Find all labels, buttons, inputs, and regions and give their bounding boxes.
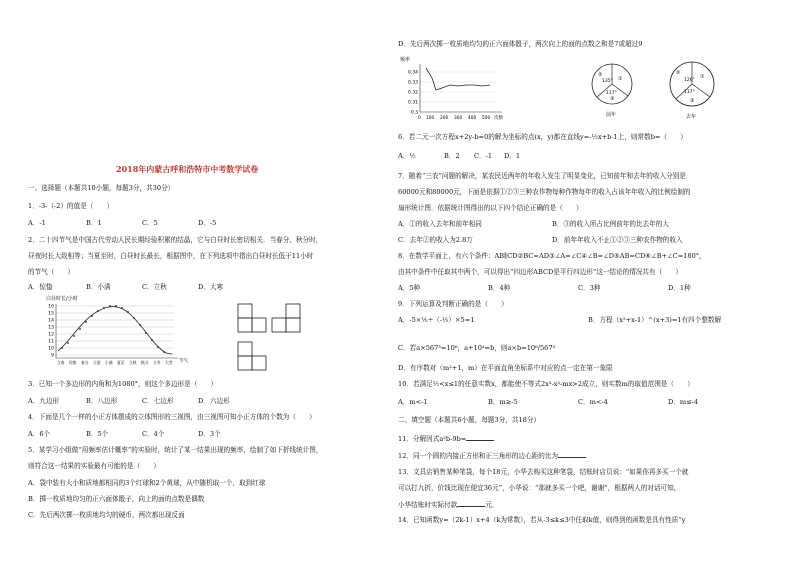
- option-b: B．八边形: [86, 397, 118, 405]
- question-13-line3: 小华结账时实际付款 元．: [398, 501, 499, 509]
- question-1-options: [28, 219, 216, 228]
- pie2-caption: 去年: [686, 114, 697, 120]
- svg-text:0.34: 0.34: [407, 70, 418, 76]
- svg-text:117°: 117°: [684, 90, 695, 95]
- svg-text:③: ③: [610, 96, 615, 102]
- question-4-options: [28, 430, 221, 439]
- daylight-y-ticks: [48, 304, 54, 359]
- svg-text:135°: 135°: [602, 79, 613, 84]
- frequency-x-label: 次数: [494, 116, 503, 121]
- question-8-line2: 由其中条件中任取其中两个，可以得出“四边形ABCD是平行四边形”这一结论的情况共有（ ）: [398, 268, 682, 276]
- question-8-options: [398, 284, 691, 293]
- answer-blank[interactable]: [558, 451, 586, 458]
- svg-text:立秋: 立秋: [129, 360, 137, 365]
- option-b: B．m≥-5: [488, 398, 518, 406]
- svg-text:10: 10: [48, 346, 54, 352]
- question-8-line1: 8．在数学平面上，有六个条件：AB∥CD②BC=AD③∠A=∠C④∠B=∠D⑤AB=CD⑥∠B+∠C=180°，: [398, 252, 706, 260]
- svg-text:②: ②: [598, 72, 603, 78]
- question-7-line1: 7．随着“三农”问题的解决，某农民近两年的年收入发生了明显变化，已知前年和去年的收入分别是: [398, 172, 686, 180]
- svg-text:小满: 小满: [105, 360, 113, 365]
- question-12: 12．同一个圆的内接正方形和正三角形的边心距的比为: [398, 451, 586, 461]
- option-c: C．5: [142, 219, 158, 227]
- svg-text:100: 100: [426, 116, 435, 121]
- option-a: A．5种: [398, 284, 421, 292]
- question-5-line2: 则符合这一结果的实验最有可能的是（ ）: [28, 462, 160, 470]
- daylight-grid: [56, 306, 174, 355]
- page-title: 2018年内蒙古呼和浩特市中考数学试卷: [116, 164, 259, 174]
- pie-charts: [588, 56, 738, 126]
- side-view: [272, 304, 300, 332]
- frequency-line: [426, 68, 490, 90]
- svg-text:12: 12: [48, 332, 54, 338]
- option-b: B．5个: [86, 430, 109, 438]
- frequency-y-ticks: [408, 70, 418, 116]
- question-10: 10．若满足½<x≤1的任意实数x，都能使不等式2x³-x²-mx>2成立，则实数m的取值范围是（ ）: [398, 380, 694, 388]
- option-d: D．-5: [198, 219, 217, 227]
- question-9-option-c: C．若a×567³=10⁶，a+10⁴=b，则a×b=10⁶/567³: [398, 344, 556, 352]
- option-d: D．1: [504, 152, 521, 160]
- question-7-option-d: D．前年年收入不止①②③三种农作物的收入: [552, 236, 683, 244]
- three-view-figure: [234, 300, 324, 376]
- svg-text:13: 13: [48, 325, 54, 331]
- question-9-option-a: A．-5×⅕÷（-⅕）×5=1: [398, 316, 475, 324]
- question-9-option-d: D．有序数对（m²+1，m）在平面直角坐标系中对应的点一定在第一象限: [398, 364, 613, 372]
- answer-blank[interactable]: [457, 500, 485, 507]
- question-5-option-d: D．先后两次掷一枚质地均匀的正六面体骰子，两次向上的面的点数之和是7或超过9: [398, 40, 643, 48]
- option-d: D．大寒: [198, 283, 224, 291]
- question-6: 6．若二元一次方程x+2y-b=0的解为坐标的点(x，y)都在直线y=-½x+b-1上，则常数b=（ ）: [398, 133, 687, 141]
- question-6-options: [398, 152, 520, 161]
- svg-text:14: 14: [48, 318, 54, 324]
- question-3: 3．已知一个多边形的内角和为1080°，则这个多边形是（ ）: [28, 380, 218, 388]
- svg-text:0.32: 0.32: [407, 90, 418, 96]
- question-11: 11．分解因式a²b-9b=: [398, 434, 494, 444]
- question-2-line2: 昼夜时长大致相等；当夏至时，白昼时长最长，根据图中，在下列选项中指出白昼时长低于11小时: [28, 252, 314, 260]
- svg-text:③: ③: [690, 98, 695, 104]
- option-c: C．4个: [142, 430, 165, 438]
- svg-text:惊蛰: 惊蛰: [69, 360, 77, 365]
- svg-text:春分: 春分: [81, 360, 89, 365]
- section-heading-fill: 二、填空题（本题共6小题，每题3分，共18分）: [398, 416, 541, 424]
- svg-text:0.31: 0.31: [407, 100, 418, 106]
- daylight-curve: [58, 307, 172, 354]
- option-a: A．½: [398, 152, 416, 160]
- top-view: [238, 342, 266, 370]
- svg-text:0.3: 0.3: [410, 110, 418, 116]
- question-7-option-b: B．③的收入所占比例前年的比去年的大: [552, 220, 669, 228]
- svg-text:400: 400: [468, 116, 477, 121]
- option-a: A．惊蛰: [28, 283, 53, 291]
- svg-text:①: ①: [618, 76, 623, 82]
- daylight-points: [61, 305, 165, 353]
- question-2-line3: 的节气（ ）: [28, 268, 75, 276]
- frequency-x-ticks: [418, 115, 490, 121]
- svg-text:夏至: 夏至: [117, 360, 125, 365]
- svg-text:16: 16: [48, 304, 54, 310]
- option-c: C．七边形: [142, 397, 174, 405]
- svg-text:①: ①: [700, 74, 705, 80]
- option-b: B．4种: [488, 284, 511, 292]
- pie-chart-previous-year: [592, 64, 632, 118]
- option-d: D．1种: [668, 284, 691, 292]
- svg-text:200: 200: [440, 116, 449, 121]
- option-d: D．m≤-4: [668, 398, 699, 406]
- question-5-option-c: C．先后两次掷一枚质地均匀的硬币，两次都出现反面: [28, 511, 185, 519]
- daylight-chart-ylabel: 白昼时长/小时: [46, 296, 78, 302]
- svg-text:立夏: 立夏: [93, 360, 101, 365]
- option-a: A．九边形: [28, 397, 60, 405]
- question-9: 9．下列运算及判断正确的是（ ）: [398, 300, 508, 308]
- svg-text:0: 0: [418, 116, 421, 121]
- question-5-option-a: A．袋中装有大小和质地都相同的3个红球和2个黄球，从中随机取一个，取到红球: [28, 479, 266, 487]
- option-c: C．-1: [474, 152, 493, 160]
- option-b: B．1: [86, 219, 102, 227]
- question-7-line3: 扇形统计图．依据统计图得出的以下四个结论正确的是（ ）: [398, 204, 583, 212]
- option-b: B．小满: [86, 283, 111, 291]
- section-heading-choice: 一、选择题（本题共10小题，每题3分，共30分）: [28, 184, 175, 192]
- option-b: B．2: [444, 152, 460, 160]
- option-c: C．3种: [578, 284, 601, 292]
- question-9-option-b: B．方程（x²+x-1）^(x+3)=1有四个整数解: [588, 316, 722, 324]
- option-c: C．立秋: [142, 283, 167, 291]
- frequency-grid: [420, 72, 498, 102]
- option-d: D．3个: [198, 430, 221, 438]
- option-a: A．-1: [28, 219, 46, 227]
- question-7-option-c: C．去年②的收入为2.8万: [398, 236, 473, 244]
- svg-text:300: 300: [454, 116, 463, 121]
- svg-text:0.33: 0.33: [407, 80, 418, 86]
- option-a: A．6个: [28, 430, 51, 438]
- daylight-chart: [42, 294, 192, 376]
- svg-text:9: 9: [51, 353, 54, 359]
- pie1-caption: 前年: [606, 112, 617, 118]
- option-a: A．m<-1: [398, 398, 428, 406]
- question-2-options: [28, 283, 223, 292]
- front-view: [238, 304, 266, 332]
- question-5-line1: 5．某学习小组做“用频率估计概率”的实验时，统计了某一结果出现的频率，绘制了如下折线统计图，: [28, 446, 323, 454]
- svg-text:500: 500: [482, 116, 491, 121]
- daylight-x-label: 节气: [179, 359, 188, 364]
- question-13-line1: 13．文具店销售某种笔袋，每个18元，小华去购买这种笔袋，结账时店员说：“如果你再多买一个就: [398, 468, 689, 476]
- pie-chart-last-year: [670, 62, 714, 120]
- question-7-option-a: A．①的收入去年和前年相同: [398, 220, 482, 228]
- svg-text:大雪: 大雪: [165, 360, 173, 365]
- svg-text:126°: 126°: [684, 78, 695, 83]
- svg-text:15: 15: [48, 311, 54, 317]
- svg-text:立春: 立春: [57, 360, 65, 365]
- answer-blank[interactable]: [466, 434, 494, 441]
- question-10-options: [398, 398, 698, 407]
- question-5-option-b: B．掷一枚质地均匀的正六面体骰子，向上的面的点数是偶数: [28, 495, 205, 503]
- option-c: C．m<-4: [578, 398, 608, 406]
- daylight-x-ticks: [57, 360, 173, 365]
- svg-text:立冬: 立冬: [153, 360, 161, 365]
- svg-text:117°: 117°: [606, 91, 617, 96]
- question-7-line2: 60000元和80000元，下面是依据①②③三种农作物每种作物每年的收入占该年年收入的比例绘制的: [398, 188, 691, 196]
- frequency-chart: [398, 54, 508, 122]
- question-2-line1: 2．二十四节气是中国古代劳动人民长期经验积累的结晶，它与白昼时长密切相关．当春分、秋分时，: [28, 236, 323, 244]
- question-1: 1．-3-（-2）的值是（ ）: [28, 202, 114, 210]
- question-14: 14．已知函数y=（2k-1）x+4（k为常数），若从-3≤k≤3中任取k值，则得到的函数是具有性质“y: [398, 516, 686, 524]
- question-3-options: [28, 397, 230, 406]
- svg-text:秋分: 秋分: [141, 360, 149, 365]
- svg-text:11: 11: [48, 339, 54, 345]
- question-13-line2: 可以打九折，价钱比现在便宜36元”，小华说：“那就多买一个吧，谢谢”，根据两人的对话可知，: [398, 484, 681, 492]
- frequency-chart-ylabel: 频率: [400, 57, 411, 63]
- question-4: 4．下面是几个一样的小正方体摆成的立体图形的三视图，由三视图可知小正方体的个数为（ ）: [28, 413, 316, 421]
- option-d: D．六边形: [198, 397, 230, 405]
- svg-text:②: ②: [676, 70, 681, 76]
